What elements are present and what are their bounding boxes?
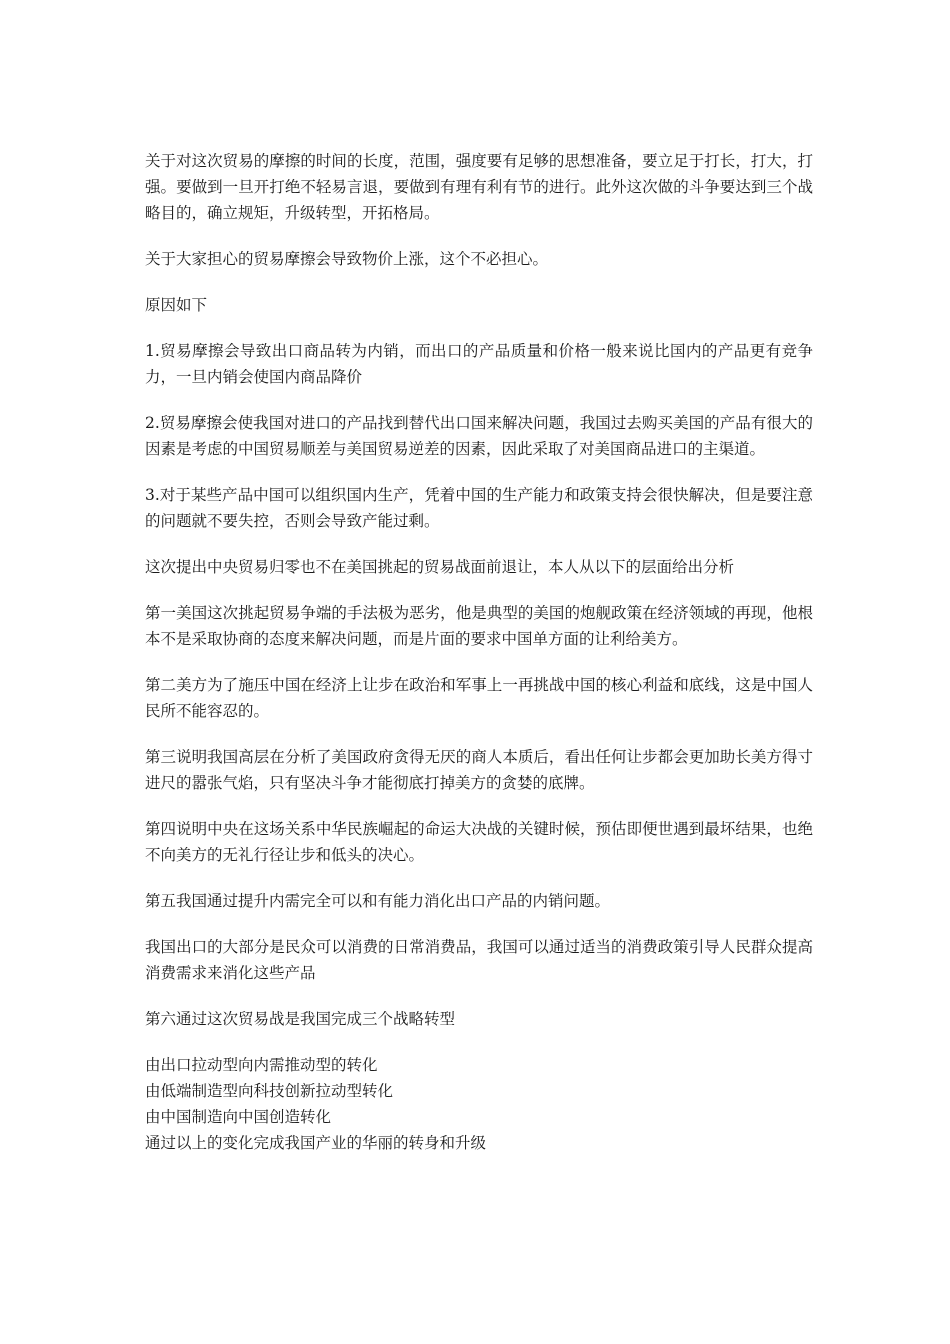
paragraph-13: 我国出口的大部分是民众可以消费的日常消费品，我国可以通过适当的消费政策引导人民群众提高消费需求来消化这些产品 <box>145 938 813 982</box>
paragraph-10: 第三说明我国高层在分析了美国政府贪得无厌的商人本质后，看出任何让步都会更加助长美方得寸进尺的嚣张气焰，只有坚决斗争才能彻底打掉美方的贪婪的底牌。 <box>145 748 813 792</box>
paragraph-7: 这次提出中央贸易归零也不在美国挑起的贸易战面前退让，本人从以下的层面给出分析 <box>145 558 735 576</box>
transformation-list <box>145 1052 813 1156</box>
list-item: 由出口拉动型向内需推动型的转化 <box>145 1056 378 1074</box>
paragraph-6: 3.对于某些产品中国可以组织国内生产，凭着中国的生产能力和政策支持会很快解决，但是要注意的问题就不要失控，否则会导致产能过剩。 <box>145 486 813 530</box>
paragraph-8: 第一美国这次挑起贸易争端的手法极为恶劣，他是典型的美国的炮舰政策在经济领域的再现，他根本不是采取协商的态度来解决问题，而是片面的要求中国单方面的让利给美方。 <box>145 604 813 648</box>
paragraph-4: 1.贸易摩擦会导致出口商品转为内销，而出口的产品质量和价格一般来说比国内的产品更有竞争力，一旦内销会使国内商品降价 <box>145 342 813 386</box>
document-body <box>145 148 813 1156</box>
paragraph-3: 原因如下 <box>145 296 208 314</box>
list-item: 由中国制造向中国创造转化 <box>145 1108 332 1126</box>
paragraph-5: 2.贸易摩擦会使我国对进口的产品找到替代出口国来解决问题，我国过去购买美国的产品有很大的因素是考虑的中国贸易顺差与美国贸易逆差的因素，因此采取了对美国商品进口的主渠道。 <box>145 414 813 458</box>
paragraph-9: 第二美方为了施压中国在经济上让步在政治和军事上一再挑战中国的核心利益和底线，这是中国人民所不能容忍的。 <box>145 676 813 720</box>
paragraph-14: 第六通过这次贸易战是我国完成三个战略转型 <box>145 1010 456 1028</box>
list-item: 由低端制造型向科技创新拉动型转化 <box>145 1082 394 1100</box>
list-item: 通过以上的变化完成我国产业的华丽的转身和升级 <box>145 1134 487 1152</box>
paragraph-2: 关于大家担心的贸易摩擦会导致物价上涨，这个不必担心。 <box>145 250 549 268</box>
paragraph-11: 第四说明中央在这场关系中华民族崛起的命运大决战的关键时候，预估即便世遇到最坏结果，也绝不向美方的无礼行径让步和低头的决心。 <box>145 820 813 864</box>
paragraph-12: 第五我国通过提升内需完全可以和有能力消化出口产品的内销问题。 <box>145 892 611 910</box>
paragraph-1: 关于对这次贸易的摩擦的时间的长度，范围，强度要有足够的思想准备，要立足于打长，打大，打强。要做到一旦开打绝不轻易言退，要做到有理有利有节的进行。此外这次做的斗争要达到三个战略目的，确立规矩，升级转型，开拓格局。 <box>145 152 813 222</box>
